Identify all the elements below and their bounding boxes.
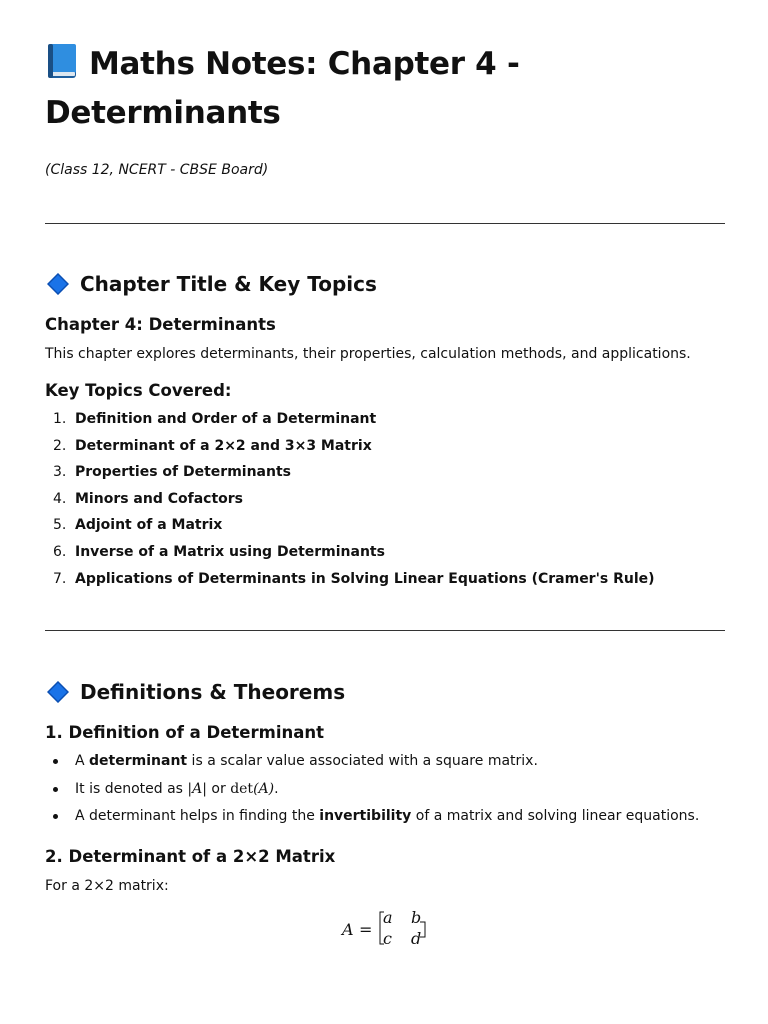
definition-heading: 1. Definition of a Determinant <box>45 723 324 742</box>
definition-list <box>45 751 699 834</box>
page-title <box>45 42 725 135</box>
diamond-icon <box>47 681 69 703</box>
matrix-entry-d: d <box>411 929 422 948</box>
topics-heading: Key Topics Covered: <box>45 381 232 400</box>
math-det-arg: (A) <box>253 780 275 797</box>
math-abs-a: |A| <box>187 780 207 797</box>
term-invertibility: invertibility <box>319 808 412 824</box>
list-item: 6. Inverse of a Matrix using Determinants <box>53 543 385 560</box>
formula-equals: = <box>359 920 373 939</box>
list-item: It is denoted as |A| or det(A). <box>45 779 699 807</box>
list-item: 1. Definition and Order of a Determinant <box>53 411 377 427</box>
list-item: 5. Adjoint of a Matrix <box>53 517 223 534</box>
list-item: 3. Properties of Determinants <box>53 464 291 481</box>
chapter-heading: Chapter 4: Determinants <box>45 315 276 334</box>
list-item: 7. Applications of Determinants in Solving Linear Equations (Cramer's Rule) <box>53 570 655 587</box>
matrix-entry-c: c <box>383 929 392 948</box>
bullet-icon <box>53 787 58 792</box>
matrix-formula <box>45 900 725 960</box>
list-item: A determinant is a scalar value associated with a square matrix. <box>45 751 699 779</box>
title-line-2: Determinants <box>45 95 281 131</box>
list-item: 2. Determinant of a 2×2 and 3×3 Matrix <box>53 437 372 454</box>
subtitle: (Class 12, NCERT - CBSE Board) <box>45 162 269 178</box>
section-heading-definitions <box>45 678 345 706</box>
list-item: 4. Minors and Cofactors <box>53 490 244 507</box>
section-heading-label: Definitions & Theorems <box>80 680 346 704</box>
topics-list <box>45 409 655 595</box>
formula-lhs: A <box>342 920 354 939</box>
matrix-entry-a: a <box>383 908 393 927</box>
list-item: A determinant helps in finding the invertibility of a matrix and solving linear equations. <box>45 806 699 834</box>
divider <box>45 630 725 631</box>
bullet-icon <box>53 814 58 819</box>
bullet-icon <box>53 759 58 764</box>
matrix-heading: 2. Determinant of a 2×2 Matrix <box>45 847 336 866</box>
matrix-intro: For a 2×2 matrix: <box>45 878 169 894</box>
math-det-fn: det <box>230 780 254 797</box>
matrix-entry-b: b <box>411 908 422 927</box>
diamond-icon <box>47 273 69 295</box>
title-line-1: Maths Notes: Chapter 4 - <box>89 46 520 82</box>
section-heading-label: Chapter Title & Key Topics <box>80 272 377 296</box>
divider <box>45 223 725 224</box>
section-heading-key-topics <box>45 270 377 298</box>
book-icon <box>45 43 81 91</box>
formula-svg <box>45 900 725 960</box>
term-determinant: determinant <box>89 753 188 769</box>
chapter-intro: This chapter explores determinants, their properties, calculation methods, and applications. <box>45 346 691 362</box>
